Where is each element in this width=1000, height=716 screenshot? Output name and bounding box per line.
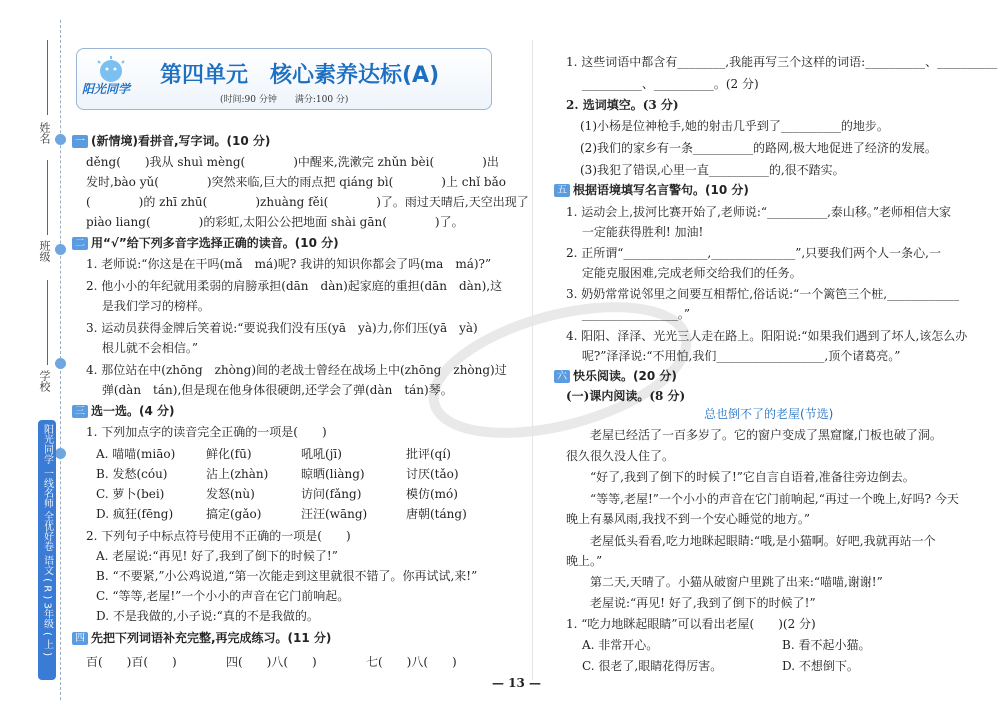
- s1-line: děng( )我从 shuì mèng( )中醒来,洗漱完 zhǔn bèi( )出: [86, 155, 499, 169]
- story-line: 老屋说:“再见! 好了,我到了倒下的时候了!”: [566, 596, 816, 610]
- section-3-heading: 三 选一选。(4 分): [72, 401, 175, 421]
- section-number-badge: 一: [72, 135, 88, 148]
- section-number-badge: 二: [72, 237, 88, 250]
- s2-line: 根儿就不会相信。”: [86, 341, 198, 355]
- reading-option[interactable]: A. 非常开心。: [582, 638, 659, 652]
- story-line: 晚上。”: [566, 554, 603, 568]
- class-label: 班级: [38, 240, 51, 262]
- r-s5-line: 2. 正所谓“______________,______________”,只要我们两个人一条心,一: [566, 246, 941, 260]
- s3-option-row[interactable]: D. 疯狂(fēng) 搞定(gǎo) 汪汪(wāng) 唐朝(táng): [96, 507, 467, 521]
- idiom-blank[interactable]: 七( )八( ): [366, 655, 457, 669]
- reading-question: 1. “吃力地眯起眼睛”可以看出老屋( )(2 分): [566, 617, 816, 631]
- section-number-badge: 四: [72, 632, 88, 645]
- reading-option[interactable]: D. 不想倒下。: [782, 659, 859, 673]
- page-title: 第四单元 核心素养达标(A): [160, 63, 440, 88]
- s3-option[interactable]: A. 老屋说:“再见! 好了,我到了倒下的时候了!”: [96, 549, 338, 563]
- r-s5-line: ________________。”: [566, 307, 690, 321]
- s3-option[interactable]: C. “等等,老屋!”一个小小的声音在它门前响起。: [96, 589, 350, 603]
- s3-question: 1. 下列加点字的读音完全正确的一项是( ): [86, 425, 327, 439]
- name-field[interactable]: [47, 40, 48, 115]
- section-number-badge: 三: [72, 405, 88, 418]
- story-line: “等等,老屋!”一个小小的声音在它门前响起,“再过一个晚上,好吗? 今天: [566, 492, 959, 506]
- spine-subject: 语文 ( R ) 3年级 ( 上 ): [41, 555, 53, 657]
- story-line: 第二天,天晴了。小猫从破窗户里跳了出来:“喵喵,谢谢!”: [566, 575, 883, 589]
- section-6-heading: 六 快乐阅读。(20 分): [554, 366, 677, 386]
- r-q2-line: (3)我犯了错误,心里一直__________的,很不踏实。: [580, 163, 845, 177]
- r-q1-line: 1. 这些词语中都含有________,我能再写三个这样的词语:__________、__________: [566, 55, 998, 69]
- s2-line: 4. 那位站在中(zhōng zhòng)间的老战士曾经在战场上中(zhōng zhòng)过: [86, 363, 507, 377]
- r-q1-line: __________、__________。(2 分): [566, 77, 759, 91]
- section-5-heading: 五 根据语境填写名言警句。(10 分): [554, 180, 749, 200]
- section-1-heading: 一 (新情境)看拼音,写字词。(10 分): [72, 131, 270, 151]
- s4-word-row: [86, 652, 457, 672]
- r-s5-line: 3. 奶奶常常说邻里之间要互相帮忙,俗话说:“一个篱笆三个桩,____________: [566, 287, 960, 301]
- section-number-badge: 六: [554, 370, 570, 383]
- r-s5-line: 呢?”泽泽说:“不用怕,我们__________________,顶个诸葛亮。”: [566, 349, 901, 363]
- r-s5-line: 1. 运动会上,拔河比赛开始了,老师说:“__________,泰山移。”老师相信大家: [566, 205, 952, 219]
- spine-label: [38, 420, 56, 680]
- reading-option[interactable]: B. 看不起小猫。: [782, 638, 871, 652]
- r-s5-line: 定能克服困难,完成老师交给我们的任务。: [566, 266, 802, 280]
- school-field[interactable]: [47, 280, 48, 365]
- punch-hole-dot: [55, 448, 66, 459]
- s3-option-row[interactable]: C. 萝卜(bei) 发怒(nù) 访问(fǎng) 模仿(mó): [96, 487, 458, 501]
- story-line: 晚上有暴风雨,我找不到一个安心睡觉的地方。”: [566, 512, 810, 526]
- story-title: 总也倒不了的老屋(节选): [704, 407, 834, 421]
- s2-line: 是我们学习的榜样。: [86, 299, 210, 313]
- s3-question: 2. 下列句子中标点符号使用不正确的一项是( ): [86, 529, 351, 543]
- r-q2-line: (2)我们的家乡有一条__________的路网,极大地促进了经济的发展。: [580, 141, 937, 155]
- column-divider: [532, 40, 533, 680]
- s3-option-row[interactable]: B. 发愁(cóu) 沾上(zhàn) 晾晒(liàng) 讨厌(tǎo): [96, 467, 459, 481]
- reading-subsection: (一)课内阅读。(8 分): [566, 389, 686, 403]
- story-line: “好了,我到了倒下的时候了!”它自言自语着,准备往旁边倒去。: [566, 470, 915, 484]
- story-line: 很久很久没人住了。: [566, 449, 675, 463]
- s3-option[interactable]: B. “不要紧,”小公鸡说道,“第一次能走到这里就很不错了。你再试试,来!”: [96, 569, 478, 583]
- s2-line: 弹(dàn tán),但是现在他身体很硬朗,还学会了弹(dàn tán)琴。: [86, 383, 453, 397]
- section-4-heading: 四 先把下列词语补充完整,再完成练习。(11 分): [72, 628, 331, 648]
- r-q2-title: 2. 选词填空。(3 分): [566, 98, 679, 112]
- story-line: 老屋低头看看,吃力地眯起眼睛:“哦,是小猫啊。好吧,我就再站一个: [566, 534, 936, 548]
- r-q2-line: (1)小杨是位神枪手,她的射击几乎到了__________的地步。: [580, 119, 889, 133]
- logo-text: 阳光同学: [82, 82, 131, 96]
- s1-line: piào liang( )的彩虹,太阳公公把地面 shài gān( )了。: [86, 215, 464, 229]
- idiom-blank[interactable]: 四( )八( ): [226, 655, 317, 669]
- r-s5-line: 一定能获得胜利! 加油!: [566, 225, 704, 239]
- section-2-heading: 二 用“√”给下列多音字选择正确的读音。(10 分): [72, 233, 339, 253]
- s2-line: 1. 老师说:“你这是在干吗(mǎ má)呢? 我讲的知识你都会了吗(ma má)?”: [86, 257, 492, 271]
- school-label: 学校: [38, 370, 51, 392]
- exam-meta: (时间:90 分钟 满分:100 分): [220, 95, 349, 105]
- reading-option[interactable]: C. 很老了,眼睛花得厉害。: [582, 659, 723, 673]
- s3-option[interactable]: D. 不是我做的,小子说:“真的不是我做的。: [96, 609, 319, 623]
- punch-hole-dot: [55, 134, 66, 145]
- punch-hole-dot: [55, 358, 66, 369]
- section-number-badge: 五: [554, 184, 570, 197]
- page-number: — 13 —: [492, 676, 542, 690]
- r-s5-line: 4. 阳阳、泽泽、光光三人走在路上。阳阳说:“如果我们遇到了坏人,该怎么办: [566, 329, 968, 343]
- story-line: 老屋已经活了一百多岁了。它的窗户变成了黑窟窿,门板也破了洞。: [566, 428, 942, 442]
- idiom-blank[interactable]: 百( )百( ): [86, 655, 177, 669]
- class-field[interactable]: [47, 160, 48, 235]
- binding-sidebar: [0, 0, 68, 716]
- name-label: 姓名: [38, 122, 51, 144]
- s1-line: 发时,bào yǔ( )突然来临,巨大的雨点把 qiáng bì( )上 chǐ bǎo: [86, 175, 506, 189]
- s2-line: 2. 他小小的年纪就用柔弱的肩膀承担(dān dàn)起家庭的重担(dān dàn),这: [86, 279, 503, 293]
- spine-brand: 阳光同学: [41, 424, 53, 464]
- punch-hole-dot: [55, 244, 66, 255]
- s1-line: ( )的 zhī zhū( )zhuàng fěi( )了。雨过天晴后,天空出现了: [86, 195, 529, 209]
- s2-line: 3. 运动员获得金牌后笑着说:“要说我们没有压(yā yà)力,你们压(yā yà): [86, 321, 478, 335]
- s3-option-row[interactable]: A. 喵喵(miāo) 鲜化(fū) 吼吼(jī) 批评(qí): [96, 447, 451, 461]
- spine-slogan: 一线名师 全优好卷: [41, 468, 53, 552]
